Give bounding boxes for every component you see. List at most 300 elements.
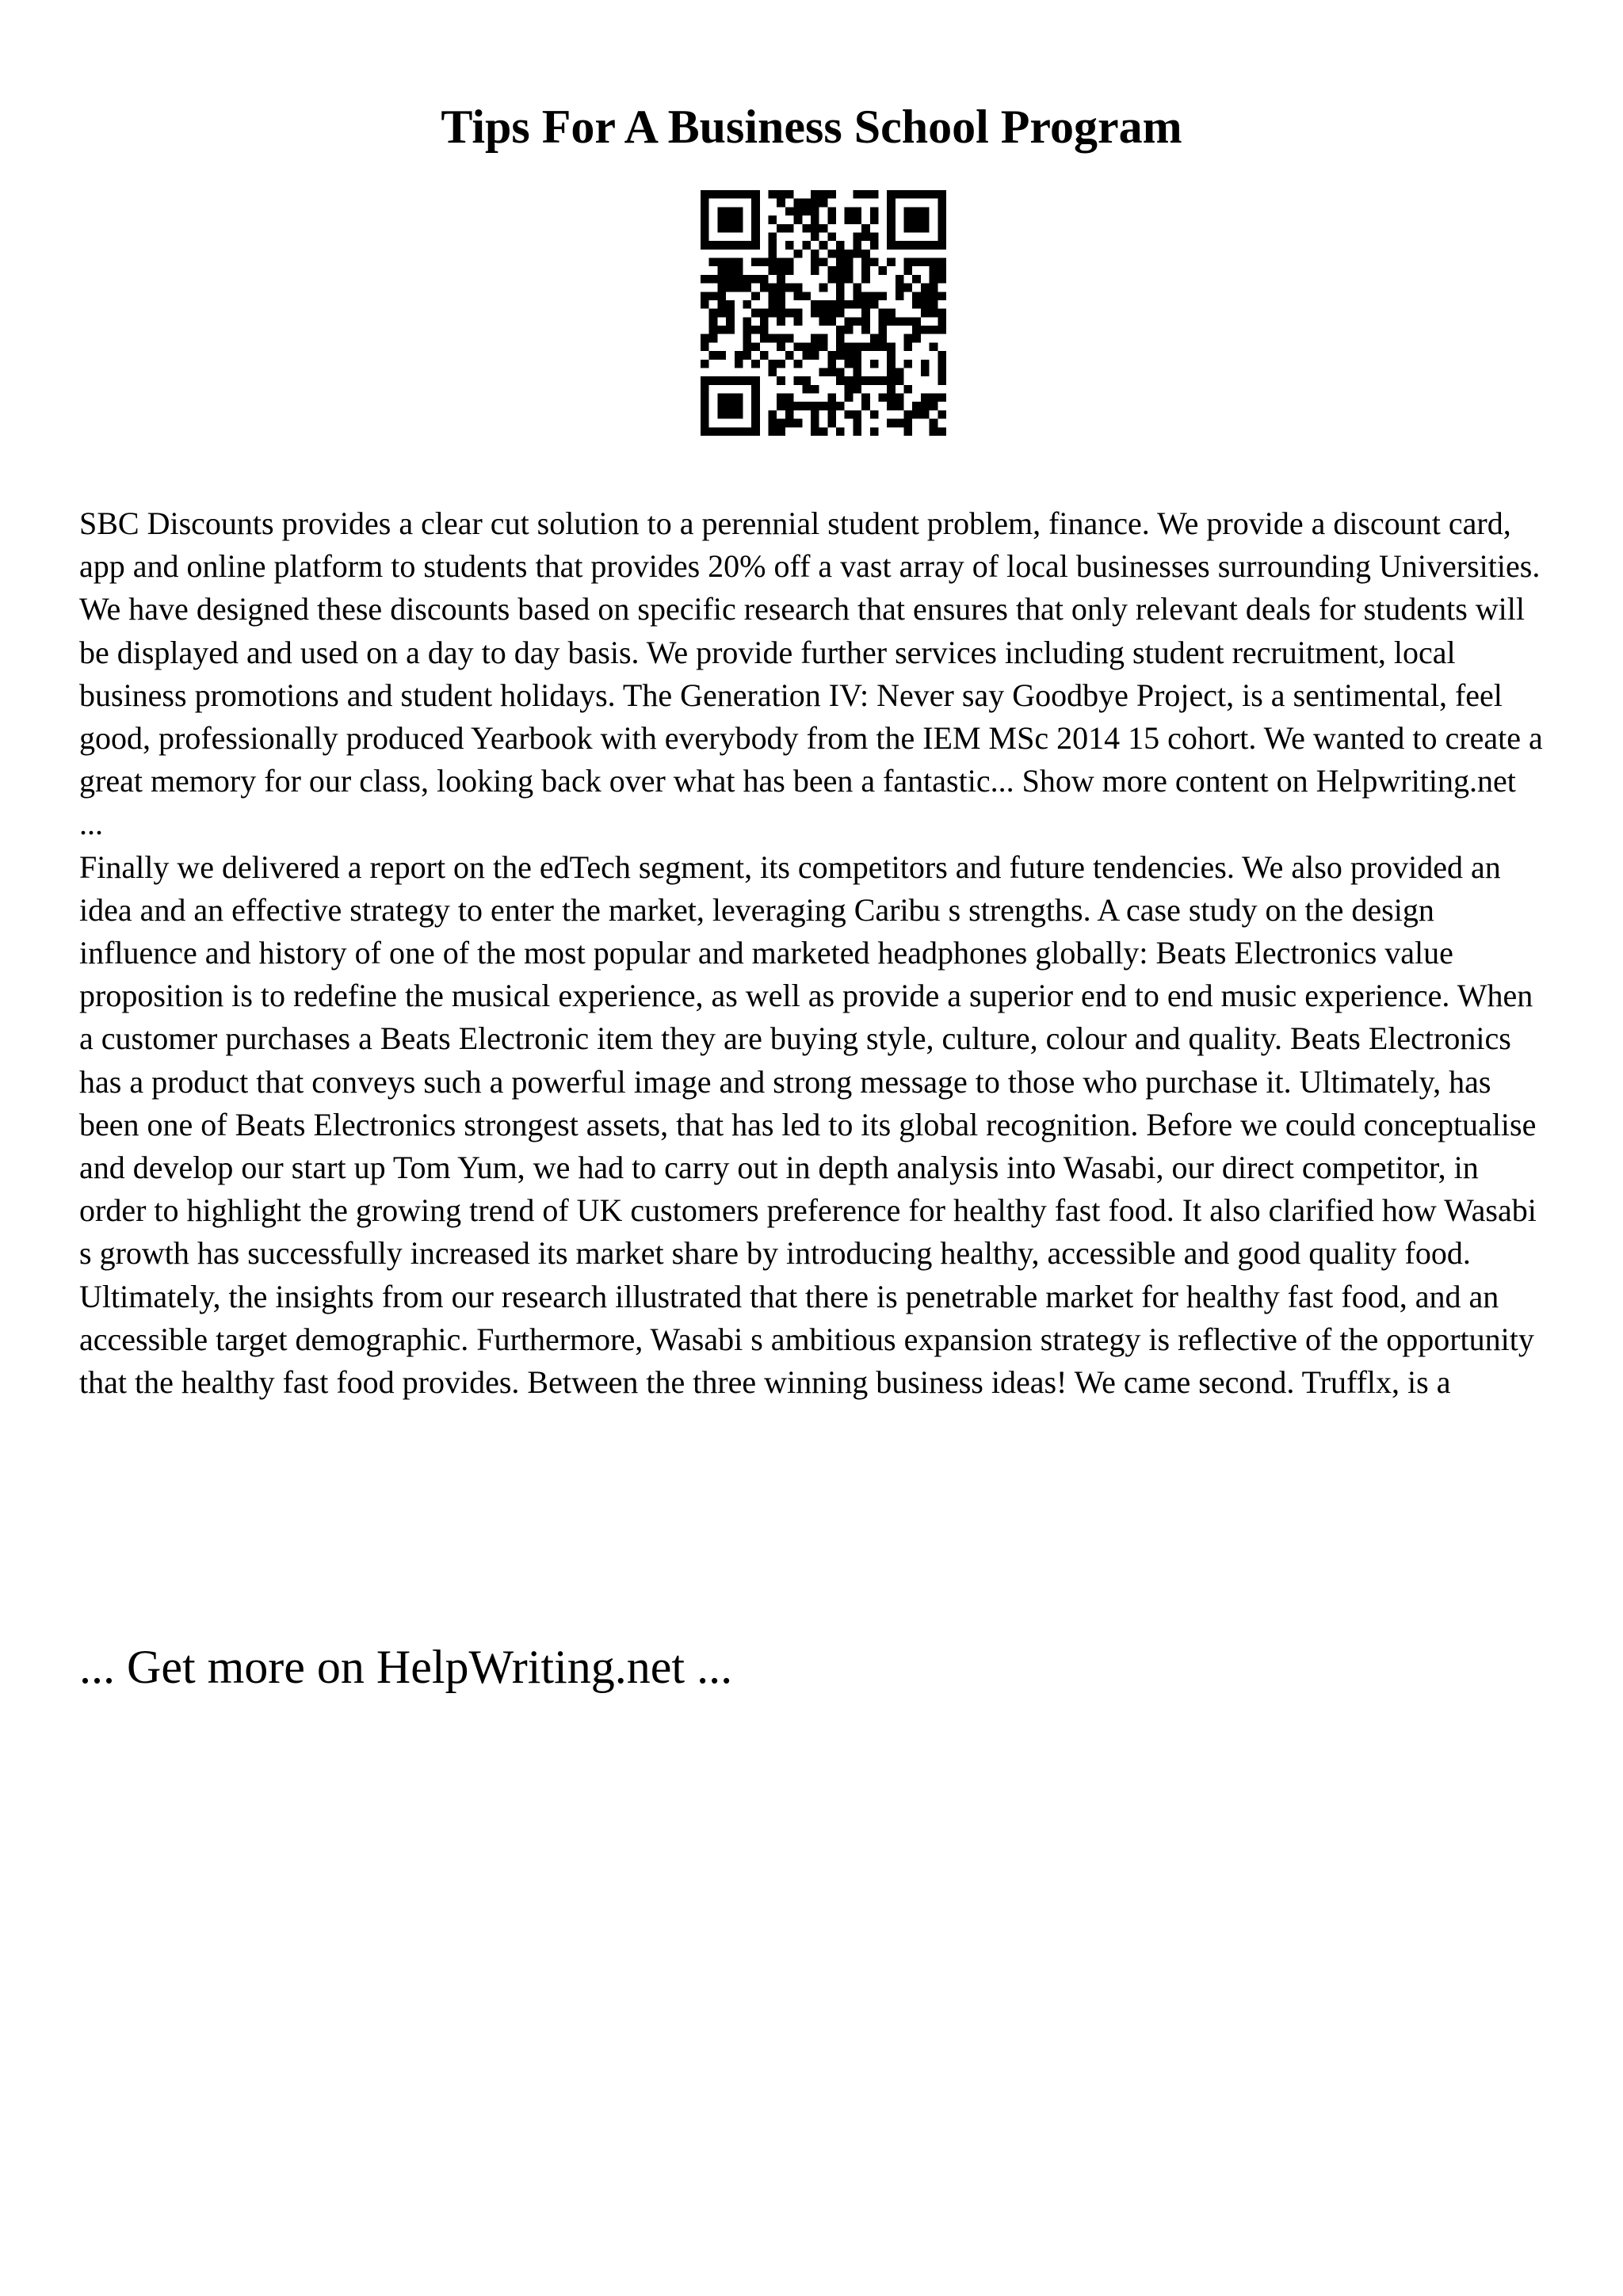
qr-module xyxy=(769,266,777,275)
qr-module xyxy=(870,427,879,436)
qr-module xyxy=(861,292,870,300)
qr-module xyxy=(709,317,718,326)
qr-module xyxy=(836,334,845,343)
qr-module xyxy=(938,326,946,334)
qr-module xyxy=(735,360,743,368)
qr-module xyxy=(870,241,879,250)
qr-module xyxy=(836,250,845,258)
qr-module xyxy=(938,309,946,318)
qr-module xyxy=(794,284,803,292)
qr-module xyxy=(878,309,887,318)
qr-module xyxy=(938,394,946,402)
qr-module xyxy=(811,266,819,275)
qr-module xyxy=(887,258,896,267)
qr-module xyxy=(904,215,913,224)
qr-module xyxy=(938,410,946,419)
qr-module xyxy=(794,309,803,318)
qr-module xyxy=(743,241,751,250)
qr-module xyxy=(751,402,760,410)
qr-module xyxy=(760,334,769,343)
qr-module xyxy=(785,284,794,292)
qr-module xyxy=(921,326,930,334)
qr-module xyxy=(777,317,785,326)
qr-module xyxy=(938,215,946,224)
qr-module xyxy=(811,199,819,208)
qr-module xyxy=(735,402,743,410)
qr-module xyxy=(785,402,794,410)
qr-module xyxy=(785,394,794,402)
qr-module xyxy=(769,427,777,436)
qr-module xyxy=(717,275,726,284)
qr-module xyxy=(853,419,861,428)
qr-module xyxy=(904,419,913,428)
qr-module xyxy=(735,284,743,292)
qr-module xyxy=(836,351,845,360)
qr-module xyxy=(921,190,930,199)
qr-module xyxy=(743,351,751,360)
qr-module xyxy=(785,410,794,419)
qr-module xyxy=(717,326,726,334)
qr-module xyxy=(904,342,913,351)
qr-module xyxy=(853,317,861,326)
qr-module xyxy=(701,410,709,419)
qr-module xyxy=(811,410,819,419)
qr-module xyxy=(930,326,938,334)
qr-module xyxy=(912,215,921,224)
qr-module xyxy=(930,300,938,309)
qr-module xyxy=(827,351,836,360)
qr-module xyxy=(726,266,735,275)
qr-module xyxy=(794,360,803,368)
qr-module xyxy=(760,275,769,284)
qr-module xyxy=(827,266,836,275)
qr-module xyxy=(743,376,751,385)
qr-module xyxy=(853,360,861,368)
qr-module xyxy=(701,199,709,208)
qr-module xyxy=(845,266,854,275)
qr-module xyxy=(827,402,836,410)
qr-module xyxy=(921,215,930,224)
qr-module xyxy=(794,292,803,300)
qr-module xyxy=(938,360,946,368)
qr-module xyxy=(853,410,861,419)
qr-module xyxy=(887,360,896,368)
qr-module xyxy=(802,224,811,233)
qr-module xyxy=(938,292,946,300)
qr-module xyxy=(811,215,819,224)
qr-module xyxy=(887,351,896,360)
qr-module xyxy=(769,334,777,343)
qr-module xyxy=(777,309,785,318)
qr-code-icon xyxy=(701,190,946,436)
qr-module xyxy=(878,317,887,326)
qr-module xyxy=(845,317,854,326)
qr-module xyxy=(827,419,836,428)
qr-module xyxy=(845,258,854,267)
qr-module xyxy=(811,250,819,258)
qr-module xyxy=(921,258,930,267)
qr-module xyxy=(853,351,861,360)
qr-module xyxy=(777,402,785,410)
qr-module xyxy=(870,215,879,224)
qr-module xyxy=(701,232,709,241)
qr-module xyxy=(794,207,803,215)
qr-module xyxy=(887,309,896,318)
qr-module xyxy=(819,342,828,351)
qr-module xyxy=(777,427,785,436)
qr-module xyxy=(853,376,861,385)
qr-module xyxy=(827,250,836,258)
qr-module xyxy=(827,410,836,419)
qr-module xyxy=(896,241,904,250)
qr-module xyxy=(827,394,836,402)
qr-module xyxy=(811,351,819,360)
qr-module xyxy=(751,410,760,419)
qr-module xyxy=(735,427,743,436)
qr-module xyxy=(769,360,777,368)
qr-module xyxy=(921,410,930,419)
qr-module xyxy=(751,360,760,368)
qr-module xyxy=(726,317,735,326)
qr-module xyxy=(709,334,718,343)
qr-module xyxy=(819,199,828,208)
qr-module xyxy=(938,317,946,326)
qr-module xyxy=(811,402,819,410)
qr-module xyxy=(912,292,921,300)
qr-module xyxy=(887,402,896,410)
qr-module xyxy=(938,427,946,436)
qr-module xyxy=(785,266,794,275)
qr-module xyxy=(726,258,735,267)
qr-module xyxy=(912,190,921,199)
qr-module xyxy=(760,351,769,360)
qr-module xyxy=(802,241,811,250)
qr-module xyxy=(794,402,803,410)
qr-module xyxy=(861,275,870,284)
qr-module xyxy=(921,368,930,376)
qr-module xyxy=(904,190,913,199)
qr-module xyxy=(896,275,904,284)
qr-module xyxy=(751,292,760,300)
qr-module xyxy=(878,326,887,334)
qr-module xyxy=(878,334,887,343)
qr-module xyxy=(802,402,811,410)
qr-module xyxy=(769,250,777,258)
qr-module xyxy=(921,300,930,309)
qr-module xyxy=(777,394,785,402)
qr-module xyxy=(735,394,743,402)
qr-module xyxy=(751,207,760,215)
qr-module xyxy=(887,368,896,376)
qr-module xyxy=(769,258,777,267)
qr-module xyxy=(717,309,726,318)
qr-module xyxy=(870,410,879,419)
qr-module xyxy=(827,275,836,284)
qr-module xyxy=(785,190,794,199)
qr-module xyxy=(811,427,819,436)
qr-module xyxy=(912,402,921,410)
qr-module xyxy=(726,275,735,284)
qr-module xyxy=(853,292,861,300)
qr-module xyxy=(861,266,870,275)
qr-module xyxy=(726,402,735,410)
qr-module xyxy=(819,309,828,318)
qr-module xyxy=(701,241,709,250)
qr-module xyxy=(802,207,811,215)
qr-module xyxy=(743,427,751,436)
qr-module xyxy=(921,284,930,292)
qr-module xyxy=(836,309,845,318)
qr-module xyxy=(735,224,743,233)
qr-module xyxy=(811,309,819,318)
qr-module xyxy=(811,300,819,309)
qr-module xyxy=(802,385,811,394)
qr-module xyxy=(861,250,870,258)
qr-module xyxy=(785,419,794,428)
qr-module xyxy=(777,266,785,275)
qr-module xyxy=(912,334,921,343)
qr-module xyxy=(811,419,819,428)
qr-module xyxy=(904,266,913,275)
qr-module xyxy=(751,258,760,267)
qr-module xyxy=(887,190,896,199)
qr-module xyxy=(904,284,913,292)
qr-module xyxy=(777,360,785,368)
qr-module xyxy=(701,342,709,351)
qr-module xyxy=(726,309,735,318)
qr-module xyxy=(709,275,718,284)
qr-module xyxy=(845,394,854,402)
qr-module xyxy=(896,394,904,402)
qr-module xyxy=(861,190,870,199)
qr-module xyxy=(896,190,904,199)
qr-module xyxy=(861,224,870,233)
qr-module xyxy=(726,215,735,224)
qr-module xyxy=(709,351,718,360)
qr-module xyxy=(709,258,718,267)
qr-module xyxy=(930,427,938,436)
qr-module xyxy=(751,224,760,233)
qr-module xyxy=(701,275,709,284)
qr-module xyxy=(794,419,803,428)
qr-module xyxy=(878,394,887,402)
qr-module xyxy=(861,376,870,385)
qr-module xyxy=(827,360,836,368)
qr-module xyxy=(717,410,726,419)
qr-module xyxy=(726,224,735,233)
qr-module xyxy=(751,376,760,385)
qr-module xyxy=(904,207,913,215)
qr-module xyxy=(853,284,861,292)
qr-module xyxy=(726,300,735,309)
qr-module xyxy=(769,368,777,376)
qr-module xyxy=(819,241,828,250)
qr-module xyxy=(769,190,777,199)
qr-module xyxy=(836,241,845,250)
qr-module xyxy=(853,250,861,258)
qr-module xyxy=(769,232,777,241)
qr-module xyxy=(701,334,709,343)
qr-module xyxy=(827,207,836,215)
qr-module xyxy=(785,241,794,250)
qr-module xyxy=(717,224,726,233)
qr-module xyxy=(777,275,785,284)
qr-module xyxy=(836,300,845,309)
qr-module xyxy=(751,427,760,436)
qr-module xyxy=(701,402,709,410)
qr-module xyxy=(717,241,726,250)
qr-module xyxy=(853,241,861,250)
qr-module xyxy=(887,394,896,402)
qr-module xyxy=(751,385,760,394)
qr-module xyxy=(912,300,921,309)
qr-module xyxy=(904,317,913,326)
qr-module xyxy=(751,199,760,208)
qr-module xyxy=(827,317,836,326)
qr-module xyxy=(896,292,904,300)
qr-module xyxy=(836,402,845,410)
qr-module xyxy=(701,360,709,368)
qr-module xyxy=(735,215,743,224)
qr-module xyxy=(751,326,760,334)
qr-module xyxy=(870,190,879,199)
qr-module xyxy=(701,427,709,436)
qr-module xyxy=(930,284,938,292)
qr-module xyxy=(777,376,785,385)
qr-module xyxy=(777,224,785,233)
qr-module xyxy=(870,207,879,215)
qr-module xyxy=(819,334,828,343)
qr-module xyxy=(930,258,938,267)
qr-module xyxy=(836,342,845,351)
qr-module xyxy=(870,300,879,309)
qr-module xyxy=(751,190,760,199)
qr-module xyxy=(735,351,743,360)
qr-module xyxy=(760,258,769,267)
qr-module xyxy=(743,190,751,199)
qr-module xyxy=(802,342,811,351)
qr-module xyxy=(938,207,946,215)
qr-module xyxy=(777,292,785,300)
qr-module xyxy=(878,376,887,385)
qr-module xyxy=(811,190,819,199)
qr-module xyxy=(785,207,794,215)
qr-module xyxy=(853,368,861,376)
qr-module xyxy=(938,266,946,275)
qr-module xyxy=(717,427,726,436)
qr-module xyxy=(870,292,879,300)
qr-module xyxy=(701,300,709,309)
qr-module xyxy=(938,190,946,199)
qr-module xyxy=(836,368,845,376)
qr-module xyxy=(794,376,803,385)
get-more-link[interactable]: ... Get more on HelpWriting.net ... xyxy=(79,1641,733,1693)
qr-module xyxy=(896,419,904,428)
qr-module xyxy=(938,376,946,385)
qr-module xyxy=(904,410,913,419)
qr-module xyxy=(717,215,726,224)
qr-module xyxy=(701,207,709,215)
body-paragraph: SBC Discounts provides a clear cut solution to a perennial student problem, finance. We provide a discount card, app and online platform to students that provides 20% off a vast array of local businesses surrounding Universities. We have designed these discounts based on specific research that ensures that only relevant deals for students will be displayed and used on a day to day basis. We provide further services including student recruitment, local business promotions and student holidays. The Generation IV: Never say Goodbye Project, is a sentimental, feel good, professionally produced Yearbook with everybody from the IEM MSc 2014 15 cohort. We wanted to create a great memory for our class, looking back over what has been a fantastic... Show more content on Helpwriting.net ... xyxy=(79,505,1543,842)
qr-module xyxy=(921,360,930,368)
qr-module xyxy=(802,351,811,360)
qr-module xyxy=(845,300,854,309)
qr-module xyxy=(785,309,794,318)
qr-module xyxy=(717,351,726,360)
qr-module xyxy=(912,241,921,250)
qr-module xyxy=(921,394,930,402)
qr-module xyxy=(861,300,870,309)
qr-module xyxy=(930,309,938,318)
qr-module xyxy=(912,410,921,419)
qr-module xyxy=(811,342,819,351)
qr-module xyxy=(878,266,887,275)
qr-module xyxy=(938,224,946,233)
qr-module xyxy=(819,317,828,326)
qr-module xyxy=(717,284,726,292)
qr-module xyxy=(836,326,845,334)
qr-module xyxy=(904,224,913,233)
qr-module xyxy=(769,309,777,318)
qr-module xyxy=(717,394,726,402)
qr-module xyxy=(853,232,861,241)
qr-module xyxy=(794,317,803,326)
qr-module xyxy=(912,317,921,326)
qr-module xyxy=(735,190,743,199)
qr-module xyxy=(794,250,803,258)
qr-module xyxy=(777,258,785,267)
qr-module xyxy=(751,215,760,224)
qr-module xyxy=(777,284,785,292)
qr-module xyxy=(819,224,828,233)
qr-module xyxy=(912,224,921,233)
qr-module xyxy=(802,376,811,385)
qr-module xyxy=(701,292,709,300)
qr-module xyxy=(887,207,896,215)
qr-module xyxy=(921,309,930,318)
qr-module xyxy=(845,275,854,284)
qr-module xyxy=(912,207,921,215)
qr-module xyxy=(802,292,811,300)
qr-module xyxy=(861,342,870,351)
qr-module xyxy=(769,284,777,292)
qr-module xyxy=(794,215,803,224)
qr-module xyxy=(701,190,709,199)
qr-module xyxy=(853,385,861,394)
qr-module xyxy=(836,284,845,292)
qr-module xyxy=(861,402,870,410)
qr-module xyxy=(777,190,785,199)
qr-module xyxy=(701,376,709,385)
qr-module xyxy=(811,232,819,241)
qr-module xyxy=(743,342,751,351)
qr-module xyxy=(735,241,743,250)
qr-module xyxy=(904,241,913,250)
qr-module xyxy=(777,334,785,343)
qr-module xyxy=(726,284,735,292)
qr-module xyxy=(836,292,845,300)
qr-module xyxy=(709,427,718,436)
qr-module xyxy=(853,300,861,309)
qr-module xyxy=(845,360,854,368)
qr-module xyxy=(861,394,870,402)
qr-module xyxy=(709,190,718,199)
qr-module xyxy=(777,419,785,428)
qr-module xyxy=(743,300,751,309)
qr-module xyxy=(887,342,896,351)
qr-module xyxy=(887,376,896,385)
qr-module xyxy=(751,309,760,318)
